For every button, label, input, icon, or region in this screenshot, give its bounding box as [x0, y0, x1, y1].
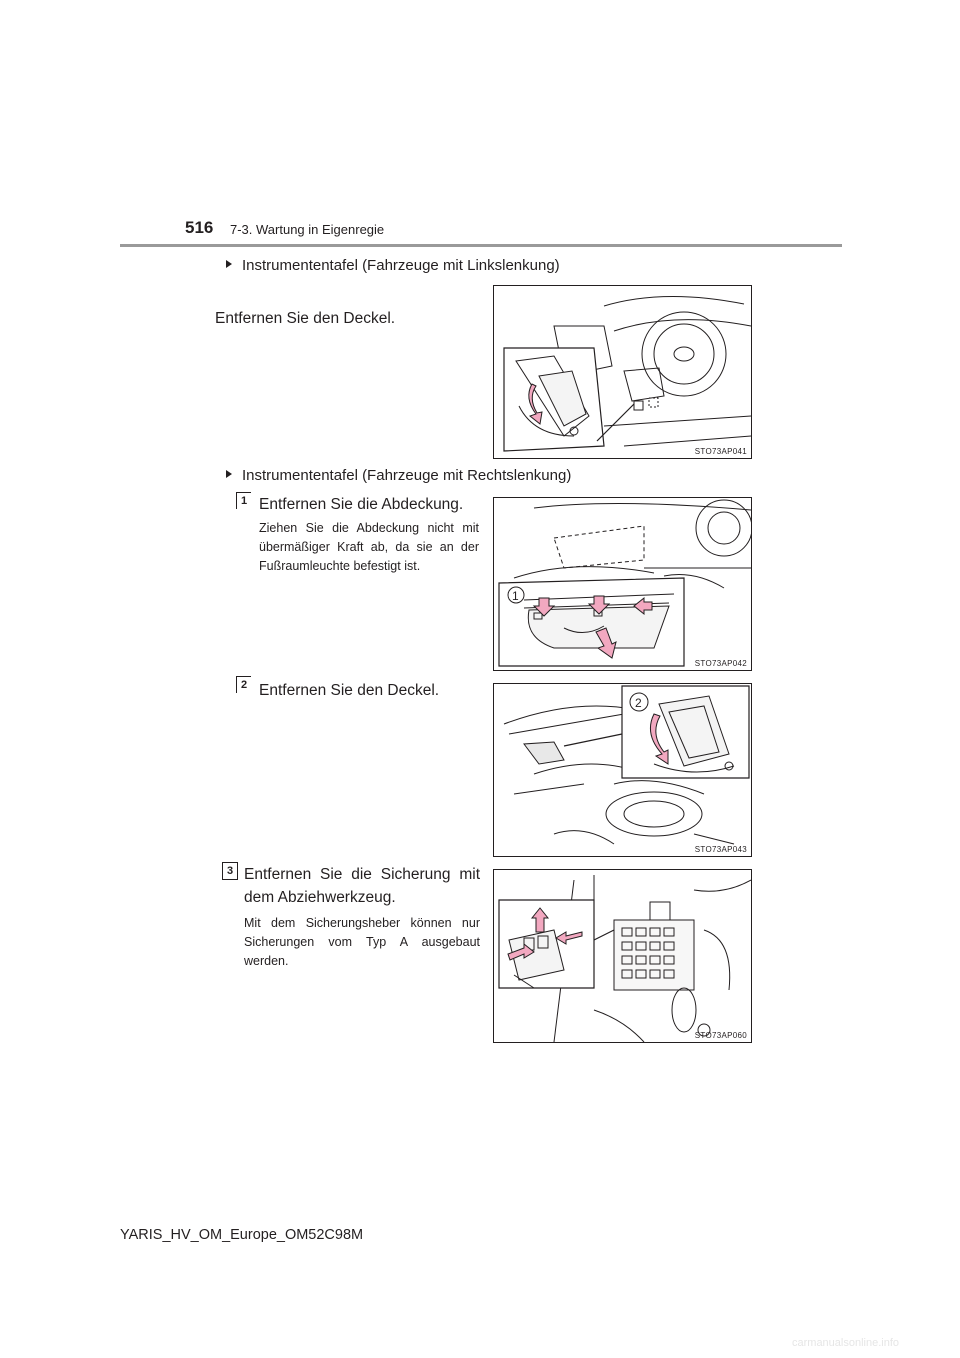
step-1-marker: 1: [236, 492, 251, 509]
bullet-heading-rhd-label: Instrumententafel (Fahrzeuge mit Rechtslenkung): [242, 467, 572, 484]
bullet-heading-rhd: [226, 467, 571, 484]
figure-fuse-puller: [493, 869, 752, 1043]
figure-lhd-fuse-lid: [493, 285, 752, 459]
page-number: 516: [185, 218, 214, 237]
instruction-remove-lid-lhd: Entfernen Sie den Deckel.: [215, 310, 396, 327]
figure-code: STO73AP041: [694, 447, 747, 456]
step-1-note: Ziehen Sie die Abdeckung nicht mit übermäßiger Kraft ab, da sie an der Fußraumleuchte befestigt ist.: [259, 521, 479, 573]
figure-code: STO73AP060: [694, 1031, 747, 1040]
fuse-puller-illustration: [494, 870, 751, 1042]
header-rule: [120, 244, 842, 247]
step-3-marker: 3: [222, 862, 238, 880]
triangle-bullet-icon: [226, 470, 232, 478]
dashboard-illustration: [494, 286, 751, 458]
step-2-title: Entfernen Sie den Deckel.: [259, 682, 440, 699]
figure-rhd-fuse-lid: [493, 683, 752, 857]
triangle-bullet-icon: [226, 260, 232, 268]
figure-code: STO73AP042: [694, 659, 747, 668]
callout-2-label: 2: [635, 696, 642, 710]
section-title: 7-3. Wartung in Eigenregie: [230, 222, 385, 237]
bullet-heading-lhd: [226, 257, 560, 274]
callout-1-label: 1: [512, 589, 519, 603]
document-id-footer: YARIS_HV_OM_Europe_OM52C98M: [120, 1227, 364, 1243]
step-3-title: Entfernen Sie die Sicherung mit dem Abziehwerkzeug.: [244, 866, 480, 906]
step-2-marker: 2: [236, 676, 251, 693]
rhd-cover-illustration: [494, 498, 751, 670]
rhd-fuse-lid-illustration: [494, 684, 751, 856]
figure-code: STO73AP043: [694, 845, 747, 854]
figure-rhd-cover: [493, 497, 752, 671]
step-3-note: Mit dem Sicherungsheber können nur Sicherungen vom Typ A ausgebaut werden.: [244, 916, 480, 968]
watermark: carmanualsonline.info: [792, 1337, 900, 1349]
step-1-title: Entfernen Sie die Abdeckung.: [259, 496, 464, 513]
bullet-heading-lhd-label: Instrumententafel (Fahrzeuge mit Linkslenkung): [242, 257, 560, 274]
